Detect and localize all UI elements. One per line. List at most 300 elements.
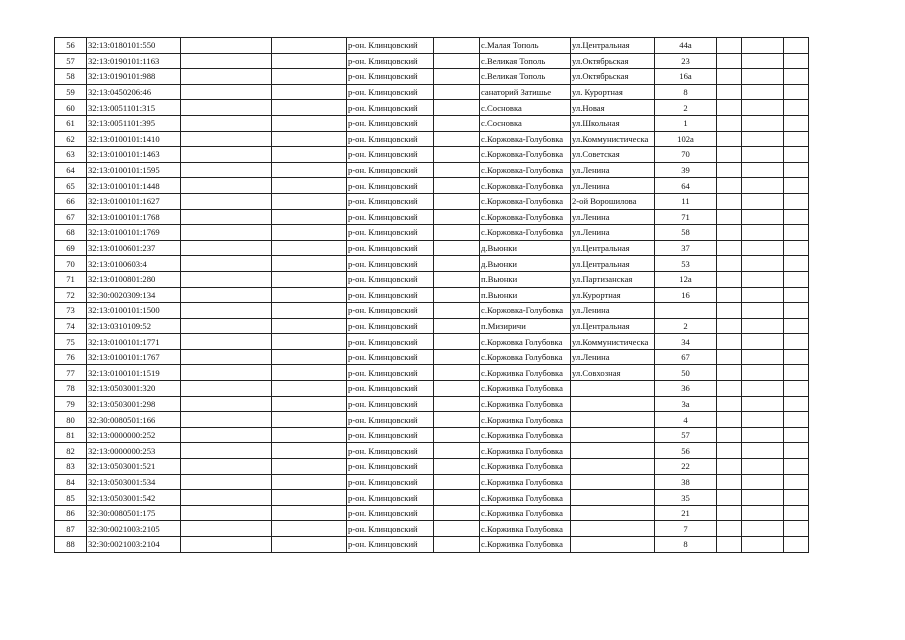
house-number-cell: 70 — [655, 147, 717, 163]
empty-cell — [434, 225, 480, 241]
empty-cell — [717, 396, 742, 412]
settlement-cell: с.Корживка Голубовка — [480, 459, 571, 475]
table-row — [55, 443, 809, 459]
empty-cell — [434, 84, 480, 100]
table-row — [55, 412, 809, 428]
empty-cell — [742, 318, 784, 334]
empty-cell — [181, 490, 272, 506]
cadastral-number-cell: 32:13:0190101:1163 — [87, 53, 181, 69]
district-cell: р-он. Клинцовский — [347, 287, 434, 303]
empty-cell — [717, 334, 742, 350]
table-row — [55, 131, 809, 147]
empty-cell — [742, 162, 784, 178]
empty-cell — [434, 303, 480, 319]
district-cell: р-он. Клинцовский — [347, 474, 434, 490]
empty-cell — [742, 365, 784, 381]
table-row — [55, 505, 809, 521]
empty-cell — [181, 240, 272, 256]
table-row — [55, 474, 809, 490]
house-number-cell: 12а — [655, 271, 717, 287]
district-cell: р-он. Клинцовский — [347, 178, 434, 194]
empty-cell — [717, 115, 742, 131]
empty-cell — [272, 474, 347, 490]
empty-cell — [784, 287, 809, 303]
row-number-cell: 56 — [55, 38, 87, 54]
row-number-cell: 76 — [55, 349, 87, 365]
empty-cell — [717, 84, 742, 100]
empty-cell — [717, 443, 742, 459]
empty-cell — [272, 490, 347, 506]
empty-cell — [434, 505, 480, 521]
table-row — [55, 521, 809, 537]
empty-cell — [272, 131, 347, 147]
empty-cell — [784, 349, 809, 365]
empty-cell — [742, 459, 784, 475]
street-cell: ул.Коммунистическа — [571, 131, 655, 147]
row-number-cell: 73 — [55, 303, 87, 319]
empty-cell — [272, 271, 347, 287]
district-cell: р-он. Клинцовский — [347, 318, 434, 334]
cadastral-number-cell: 32:30:0021003:2104 — [87, 537, 181, 553]
district-cell: р-он. Клинцовский — [347, 225, 434, 241]
street-cell: ул.Центральная — [571, 240, 655, 256]
street-cell — [571, 381, 655, 397]
empty-cell — [272, 115, 347, 131]
empty-cell — [717, 38, 742, 54]
settlement-cell: п.Вьюнки — [480, 287, 571, 303]
settlement-cell: д.Вьюнки — [480, 240, 571, 256]
cadastral-number-cell: 32:13:0100101:1627 — [87, 193, 181, 209]
street-cell: ул.Ленина — [571, 178, 655, 194]
settlement-cell: с.Коржовка-Голубовка — [480, 147, 571, 163]
settlement-cell: с.Коржовка-Голубовка — [480, 131, 571, 147]
empty-cell — [272, 100, 347, 116]
street-cell: ул.Центральная — [571, 318, 655, 334]
empty-cell — [272, 537, 347, 553]
street-cell — [571, 537, 655, 553]
empty-cell — [717, 303, 742, 319]
district-cell: р-он. Клинцовский — [347, 209, 434, 225]
empty-cell — [742, 131, 784, 147]
cadastral-number-cell: 32:13:0100101:1767 — [87, 349, 181, 365]
settlement-cell: с.Корживка Голубовка — [480, 521, 571, 537]
row-number-cell: 70 — [55, 256, 87, 272]
empty-cell — [272, 287, 347, 303]
empty-cell — [181, 349, 272, 365]
table-row — [55, 349, 809, 365]
house-number-cell: 64 — [655, 178, 717, 194]
empty-cell — [784, 147, 809, 163]
empty-cell — [181, 100, 272, 116]
district-cell: р-он. Клинцовский — [347, 381, 434, 397]
empty-cell — [784, 100, 809, 116]
settlement-cell: с.Корживка Голубовка — [480, 537, 571, 553]
empty-cell — [181, 459, 272, 475]
district-cell: р-он. Клинцовский — [347, 115, 434, 131]
empty-cell — [434, 521, 480, 537]
cadastral-number-cell: 32:13:0100101:1519 — [87, 365, 181, 381]
district-cell: р-он. Клинцовский — [347, 84, 434, 100]
empty-cell — [181, 53, 272, 69]
row-number-cell: 77 — [55, 365, 87, 381]
empty-cell — [717, 69, 742, 85]
district-cell: р-он. Клинцовский — [347, 427, 434, 443]
cadastral-number-cell: 32:13:0100101:1771 — [87, 334, 181, 350]
empty-cell — [784, 193, 809, 209]
empty-cell — [272, 427, 347, 443]
row-number-cell: 63 — [55, 147, 87, 163]
empty-cell — [742, 256, 784, 272]
district-cell: р-он. Клинцовский — [347, 53, 434, 69]
empty-cell — [181, 303, 272, 319]
cadastral-number-cell: 32:13:0100101:1769 — [87, 225, 181, 241]
empty-cell — [784, 256, 809, 272]
empty-cell — [434, 115, 480, 131]
empty-cell — [272, 178, 347, 194]
street-cell: ул.Ленина — [571, 349, 655, 365]
empty-cell — [181, 396, 272, 412]
street-cell: ул.Ленина — [571, 303, 655, 319]
settlement-cell: с.Коржовка-Голубовка — [480, 209, 571, 225]
table-row — [55, 334, 809, 350]
settlement-cell: с.Корживка Голубовка — [480, 396, 571, 412]
empty-cell — [717, 412, 742, 428]
empty-cell — [742, 84, 784, 100]
empty-cell — [742, 69, 784, 85]
cadastral-number-cell: 32:13:0503001:534 — [87, 474, 181, 490]
cadastral-number-cell: 32:13:0100101:1410 — [87, 131, 181, 147]
cadastral-number-cell: 32:13:0503001:542 — [87, 490, 181, 506]
row-number-cell: 88 — [55, 537, 87, 553]
empty-cell — [181, 178, 272, 194]
empty-cell — [742, 53, 784, 69]
empty-cell — [434, 381, 480, 397]
empty-cell — [434, 537, 480, 553]
empty-cell — [434, 131, 480, 147]
house-number-cell: 4 — [655, 412, 717, 428]
district-cell: р-он. Клинцовский — [347, 240, 434, 256]
street-cell: ул.Ленина — [571, 209, 655, 225]
empty-cell — [272, 147, 347, 163]
empty-cell — [717, 381, 742, 397]
cadastral-number-cell: 32:13:0100601:237 — [87, 240, 181, 256]
empty-cell — [784, 490, 809, 506]
row-number-cell: 61 — [55, 115, 87, 131]
district-cell: р-он. Клинцовский — [347, 100, 434, 116]
street-cell — [571, 396, 655, 412]
street-cell: ул.Коммунистическа — [571, 334, 655, 350]
empty-cell — [181, 209, 272, 225]
empty-cell — [717, 459, 742, 475]
table-row — [55, 256, 809, 272]
empty-cell — [272, 162, 347, 178]
house-number-cell: 23 — [655, 53, 717, 69]
cadastral-number-cell: 32:13:0100101:1768 — [87, 209, 181, 225]
table-row — [55, 318, 809, 334]
empty-cell — [717, 521, 742, 537]
row-number-cell: 69 — [55, 240, 87, 256]
empty-cell — [181, 521, 272, 537]
empty-cell — [717, 318, 742, 334]
empty-cell — [181, 84, 272, 100]
cadastral-number-cell: 32:13:0180101:550 — [87, 38, 181, 54]
row-number-cell: 84 — [55, 474, 87, 490]
row-number-cell: 57 — [55, 53, 87, 69]
empty-cell — [784, 521, 809, 537]
table-row — [55, 53, 809, 69]
empty-cell — [784, 178, 809, 194]
empty-cell — [434, 147, 480, 163]
settlement-cell: п.Мизиричи — [480, 318, 571, 334]
empty-cell — [717, 474, 742, 490]
empty-cell — [181, 412, 272, 428]
empty-cell — [784, 38, 809, 54]
cadastral-number-cell: 32:13:0100101:1595 — [87, 162, 181, 178]
empty-cell — [181, 334, 272, 350]
district-cell: р-он. Клинцовский — [347, 349, 434, 365]
house-number-cell: 53 — [655, 256, 717, 272]
settlement-cell: с.Коржовка Голубовка — [480, 349, 571, 365]
house-number-cell: 102а — [655, 131, 717, 147]
house-number-cell: 22 — [655, 459, 717, 475]
district-cell: р-он. Клинцовский — [347, 459, 434, 475]
district-cell: р-он. Клинцовский — [347, 396, 434, 412]
empty-cell — [272, 84, 347, 100]
street-cell — [571, 443, 655, 459]
row-number-cell: 74 — [55, 318, 87, 334]
empty-cell — [434, 474, 480, 490]
empty-cell — [717, 271, 742, 287]
empty-cell — [717, 287, 742, 303]
table-row — [55, 178, 809, 194]
empty-cell — [784, 505, 809, 521]
cadastral-number-cell: 32:13:0051101:395 — [87, 115, 181, 131]
empty-cell — [181, 287, 272, 303]
empty-cell — [434, 53, 480, 69]
empty-cell — [272, 505, 347, 521]
district-cell: р-он. Клинцовский — [347, 193, 434, 209]
empty-cell — [784, 318, 809, 334]
street-cell — [571, 505, 655, 521]
table-row — [55, 537, 809, 553]
empty-cell — [742, 381, 784, 397]
settlement-cell: с.Сосновка — [480, 115, 571, 131]
empty-cell — [272, 459, 347, 475]
empty-cell — [784, 115, 809, 131]
empty-cell — [434, 427, 480, 443]
district-cell: р-он. Клинцовский — [347, 69, 434, 85]
table-row — [55, 84, 809, 100]
empty-cell — [717, 131, 742, 147]
district-cell: р-он. Клинцовский — [347, 334, 434, 350]
empty-cell — [434, 412, 480, 428]
cadastral-number-cell: 32:30:0080501:175 — [87, 505, 181, 521]
table-row — [55, 381, 809, 397]
empty-cell — [717, 537, 742, 553]
settlement-cell: с.Корживка Голубовка — [480, 365, 571, 381]
row-number-cell: 79 — [55, 396, 87, 412]
empty-cell — [181, 318, 272, 334]
empty-cell — [742, 490, 784, 506]
empty-cell — [742, 303, 784, 319]
settlement-cell: с.Великая Тополь — [480, 69, 571, 85]
empty-cell — [742, 100, 784, 116]
empty-cell — [742, 537, 784, 553]
empty-cell — [434, 365, 480, 381]
empty-cell — [742, 396, 784, 412]
empty-cell — [717, 225, 742, 241]
house-number-cell: 35 — [655, 490, 717, 506]
empty-cell — [742, 115, 784, 131]
row-number-cell: 68 — [55, 225, 87, 241]
empty-cell — [434, 271, 480, 287]
property-registry-table — [54, 37, 809, 553]
empty-cell — [784, 84, 809, 100]
table-row — [55, 193, 809, 209]
empty-cell — [272, 256, 347, 272]
house-number-cell: 34 — [655, 334, 717, 350]
empty-cell — [272, 443, 347, 459]
empty-cell — [434, 256, 480, 272]
empty-cell — [717, 256, 742, 272]
cadastral-number-cell: 32:13:0190101:988 — [87, 69, 181, 85]
empty-cell — [742, 178, 784, 194]
registry-body — [55, 38, 809, 553]
table-row — [55, 38, 809, 54]
cadastral-number-cell: 32:13:0000000:252 — [87, 427, 181, 443]
empty-cell — [434, 69, 480, 85]
empty-cell — [784, 381, 809, 397]
empty-cell — [181, 115, 272, 131]
row-number-cell: 62 — [55, 131, 87, 147]
empty-cell — [742, 505, 784, 521]
table-row — [55, 115, 809, 131]
empty-cell — [272, 521, 347, 537]
settlement-cell: с.Корживка Голубовка — [480, 427, 571, 443]
district-cell: р-он. Клинцовский — [347, 303, 434, 319]
table-row — [55, 365, 809, 381]
row-number-cell: 65 — [55, 178, 87, 194]
settlement-cell: с.Коржовка Голубовка — [480, 334, 571, 350]
empty-cell — [181, 271, 272, 287]
empty-cell — [742, 334, 784, 350]
empty-cell — [434, 443, 480, 459]
cadastral-number-cell: 32:13:0100101:1448 — [87, 178, 181, 194]
empty-cell — [742, 474, 784, 490]
empty-cell — [742, 147, 784, 163]
table-row — [55, 147, 809, 163]
street-cell: ул.Центральная — [571, 256, 655, 272]
cadastral-number-cell: 32:30:0080501:166 — [87, 412, 181, 428]
empty-cell — [434, 209, 480, 225]
district-cell: р-он. Клинцовский — [347, 38, 434, 54]
table-row — [55, 490, 809, 506]
settlement-cell: санаторий Затишье — [480, 84, 571, 100]
empty-cell — [434, 318, 480, 334]
empty-cell — [181, 381, 272, 397]
cadastral-number-cell: 32:13:0450206:46 — [87, 84, 181, 100]
empty-cell — [742, 38, 784, 54]
street-cell: ул.Ленина — [571, 225, 655, 241]
empty-cell — [742, 521, 784, 537]
cadastral-number-cell: 32:13:0100603:4 — [87, 256, 181, 272]
empty-cell — [181, 365, 272, 381]
empty-cell — [784, 271, 809, 287]
street-cell — [571, 427, 655, 443]
house-number-cell: 50 — [655, 365, 717, 381]
street-cell: ул.Октябрьская — [571, 53, 655, 69]
street-cell — [571, 412, 655, 428]
house-number-cell — [655, 303, 717, 319]
empty-cell — [272, 303, 347, 319]
empty-cell — [434, 162, 480, 178]
cadastral-number-cell: 32:13:0100801:280 — [87, 271, 181, 287]
empty-cell — [181, 505, 272, 521]
empty-cell — [784, 303, 809, 319]
street-cell — [571, 521, 655, 537]
empty-cell — [784, 412, 809, 428]
cadastral-number-cell: 32:30:0020309:134 — [87, 287, 181, 303]
row-number-cell: 81 — [55, 427, 87, 443]
empty-cell — [181, 69, 272, 85]
table-row — [55, 240, 809, 256]
table-row — [55, 209, 809, 225]
empty-cell — [181, 427, 272, 443]
empty-cell — [272, 69, 347, 85]
empty-cell — [717, 162, 742, 178]
settlement-cell: с.Корживка Голубовка — [480, 443, 571, 459]
table-row — [55, 287, 809, 303]
settlement-cell: с.Коржовка-Голубовка — [480, 162, 571, 178]
empty-cell — [272, 365, 347, 381]
district-cell: р-он. Клинцовский — [347, 365, 434, 381]
empty-cell — [272, 381, 347, 397]
house-number-cell: 71 — [655, 209, 717, 225]
street-cell: ул.Совхозная — [571, 365, 655, 381]
house-number-cell: 38 — [655, 474, 717, 490]
street-cell: 2-ой Ворошилова — [571, 193, 655, 209]
empty-cell — [717, 147, 742, 163]
settlement-cell: с.Коржовка-Голубовка — [480, 303, 571, 319]
empty-cell — [181, 537, 272, 553]
empty-cell — [784, 443, 809, 459]
street-cell: ул.Школьная — [571, 115, 655, 131]
empty-cell — [784, 162, 809, 178]
row-number-cell: 60 — [55, 100, 87, 116]
empty-cell — [717, 209, 742, 225]
settlement-cell: с.Коржовка-Голубовка — [480, 193, 571, 209]
empty-cell — [272, 38, 347, 54]
empty-cell — [181, 256, 272, 272]
street-cell: ул.Ленина — [571, 162, 655, 178]
empty-cell — [181, 162, 272, 178]
row-number-cell: 66 — [55, 193, 87, 209]
empty-cell — [717, 505, 742, 521]
row-number-cell: 82 — [55, 443, 87, 459]
settlement-cell: с.Сосновка — [480, 100, 571, 116]
empty-cell — [434, 490, 480, 506]
empty-cell — [717, 365, 742, 381]
empty-cell — [434, 178, 480, 194]
cadastral-number-cell: 32:13:0503001:521 — [87, 459, 181, 475]
empty-cell — [742, 240, 784, 256]
table-row — [55, 69, 809, 85]
empty-cell — [784, 131, 809, 147]
street-cell: ул.Курортная — [571, 287, 655, 303]
empty-cell — [272, 412, 347, 428]
district-cell: р-он. Клинцовский — [347, 131, 434, 147]
empty-cell — [434, 287, 480, 303]
